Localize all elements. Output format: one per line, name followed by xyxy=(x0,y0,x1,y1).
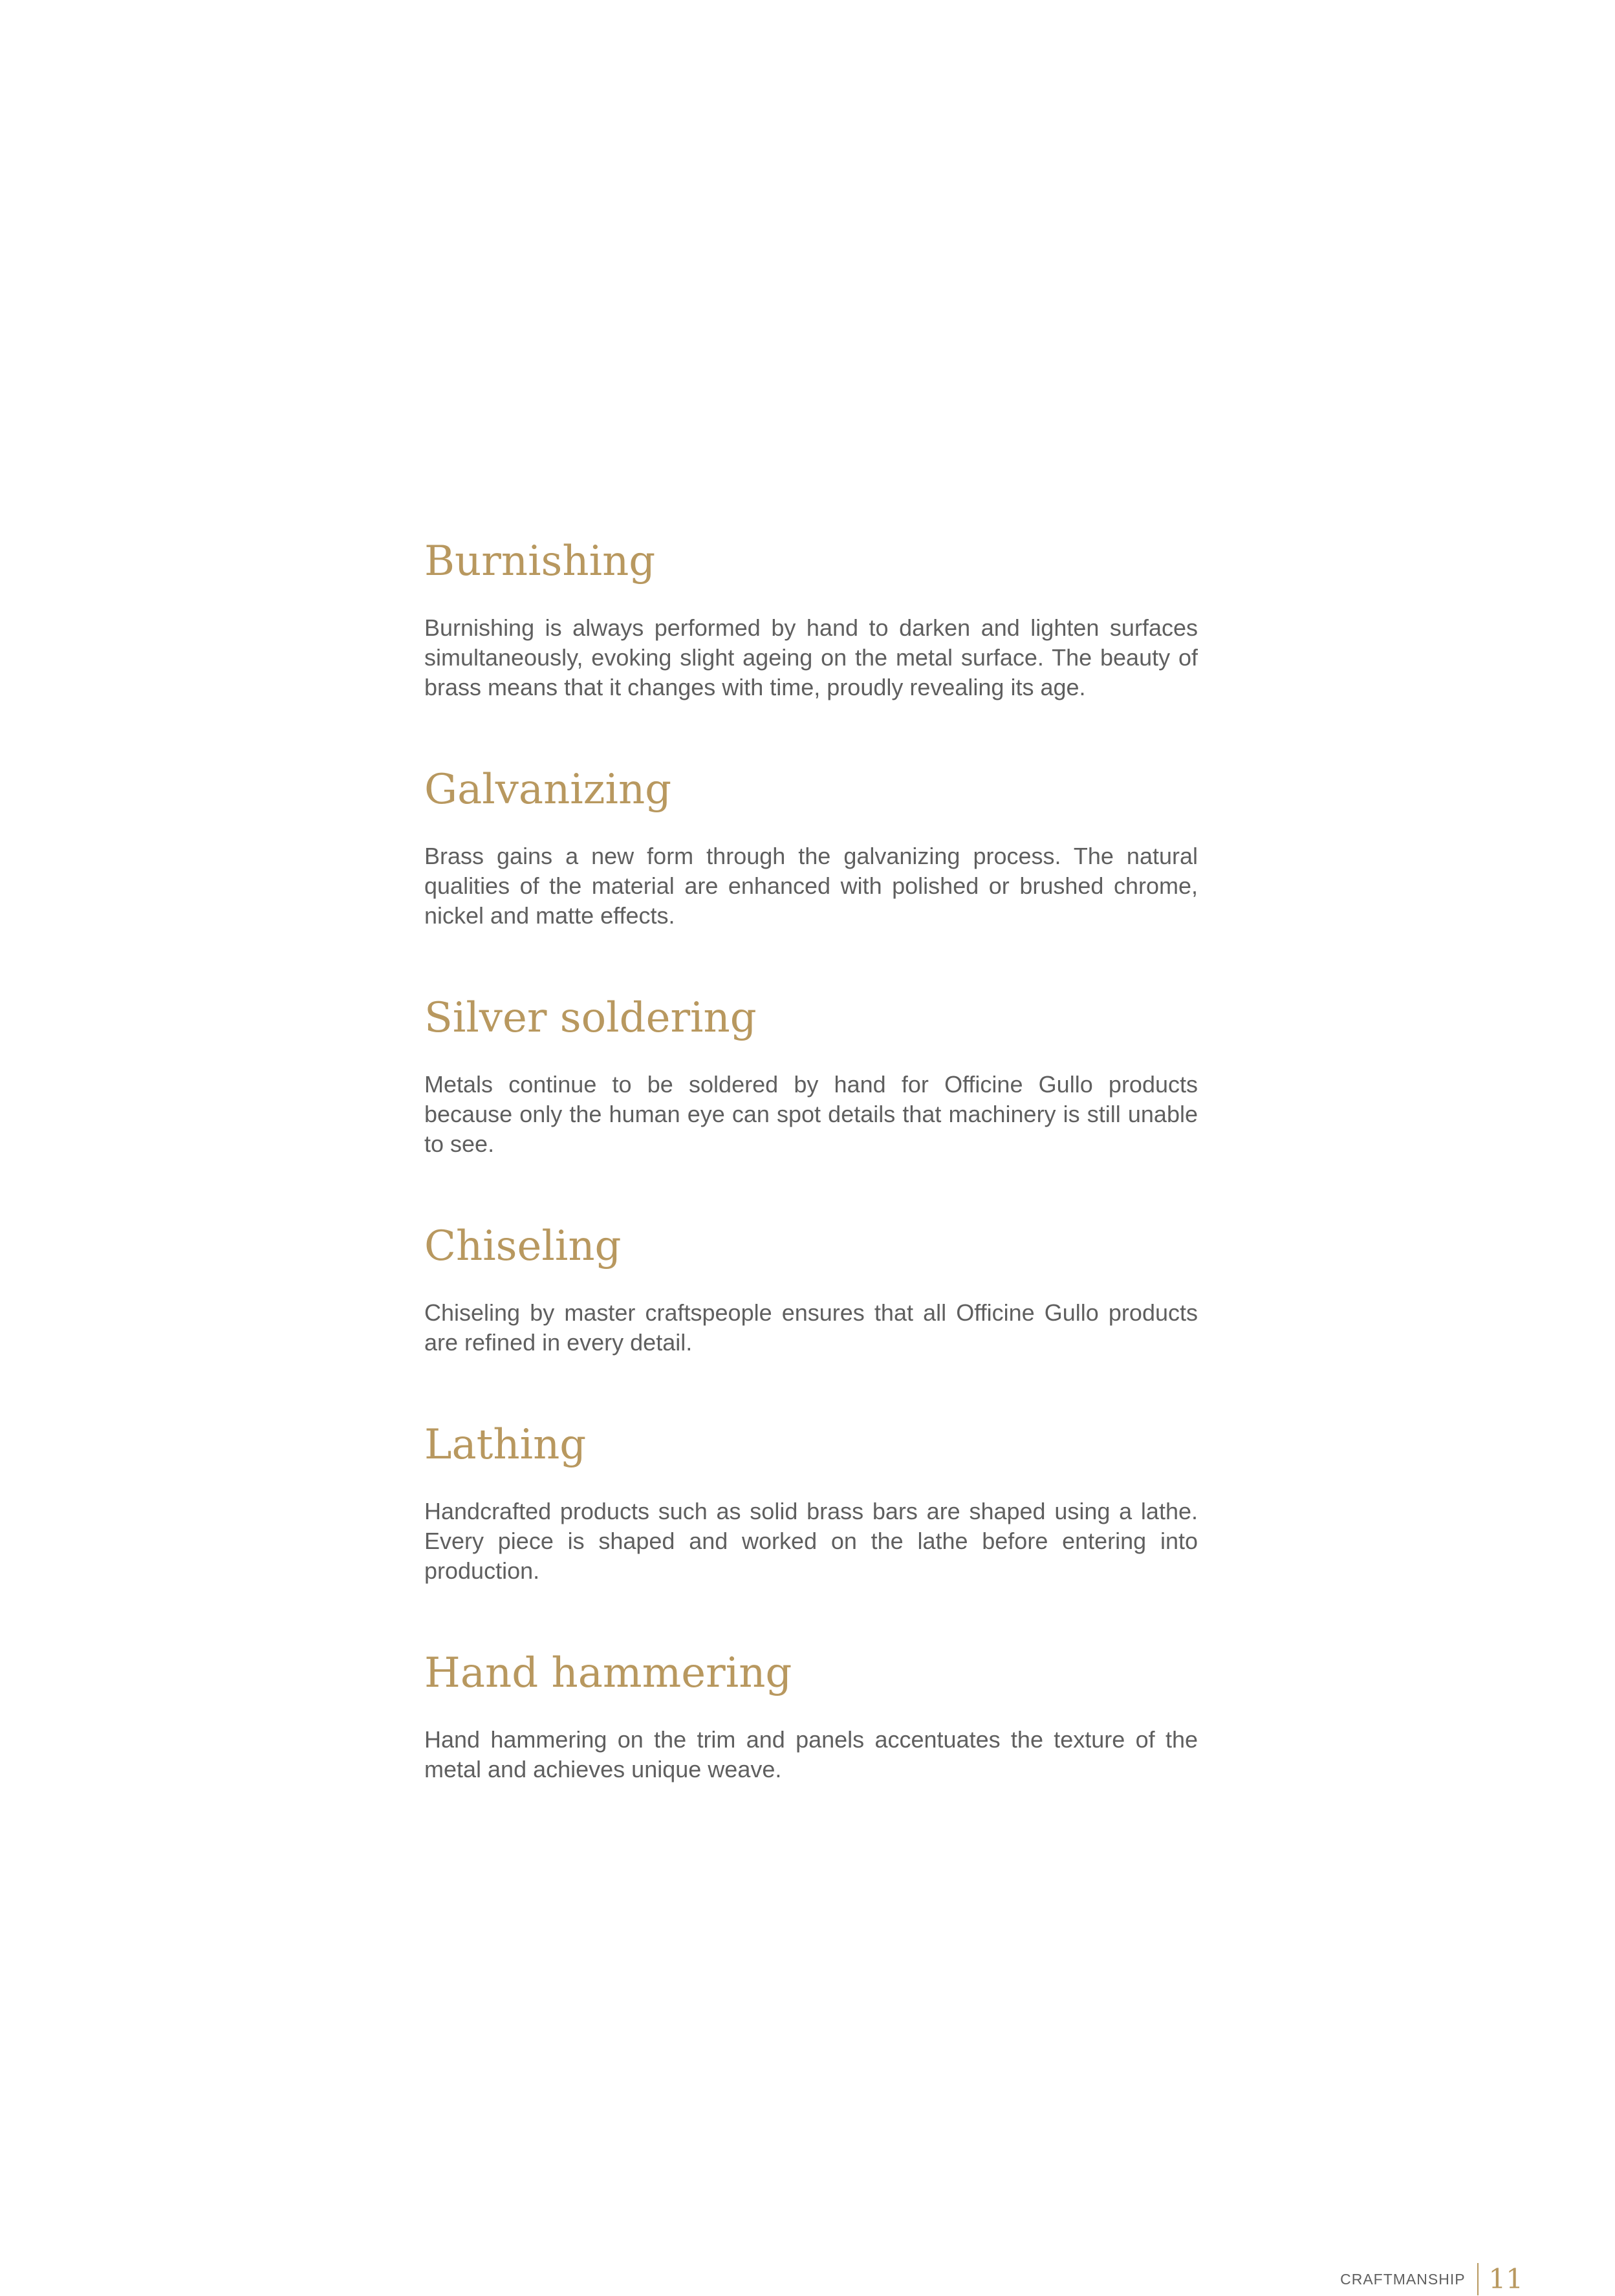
section-heading: Galvanizing xyxy=(424,766,672,814)
section-body: Metals continue to be soldered by hand for Officine Gullo products because only the human eye can spot details that machinery is still unable to see. xyxy=(424,1071,1198,1157)
section-burnishing xyxy=(424,529,1198,702)
section-chiseling xyxy=(424,1214,1198,1358)
section-body: Brass gains a new form through the galvanizing process. The natural qualities of the material are enhanced with polished or brushed chrome, nickel and matte effects. xyxy=(424,843,1198,929)
section-body: Hand hammering on the trim and panels accentuates the texture of the metal and achieves unique weave. xyxy=(424,1726,1198,1782)
section-body: Handcrafted products such as solid brass bars are shaped using a lathe. Every piece is shaped and worked on the lathe before entering into production. xyxy=(424,1498,1198,1584)
section-heading: Burnishing xyxy=(424,537,656,585)
section-heading: Hand hammering xyxy=(424,1649,792,1697)
footer-section-label: CRAFTMANSHIP xyxy=(1340,2271,1466,2288)
section-heading: Silver soldering xyxy=(424,994,757,1042)
section-silver-soldering xyxy=(424,986,1198,1159)
footer-divider xyxy=(1477,2263,1479,2295)
section-heading: Lathing xyxy=(424,1421,587,1469)
section-galvanizing xyxy=(424,757,1198,931)
page-footer xyxy=(1340,2262,1523,2296)
page-number: 11 xyxy=(1488,2263,1523,2295)
section-hand-hammering xyxy=(424,1641,1198,1784)
section-body: Chiseling by master craftspeople ensures that all Officine Gullo products are refined in every detail. xyxy=(424,1299,1198,1356)
section-body: Burnishing is always performed by hand to darken and lighten surfaces simultaneously, evoking slight ageing on the metal surface. The beauty of brass means that it changes with time, proudly revealing its age. xyxy=(424,614,1198,700)
content-column xyxy=(424,529,1198,1839)
section-heading: Chiseling xyxy=(424,1222,622,1270)
section-lathing xyxy=(424,1413,1198,1586)
